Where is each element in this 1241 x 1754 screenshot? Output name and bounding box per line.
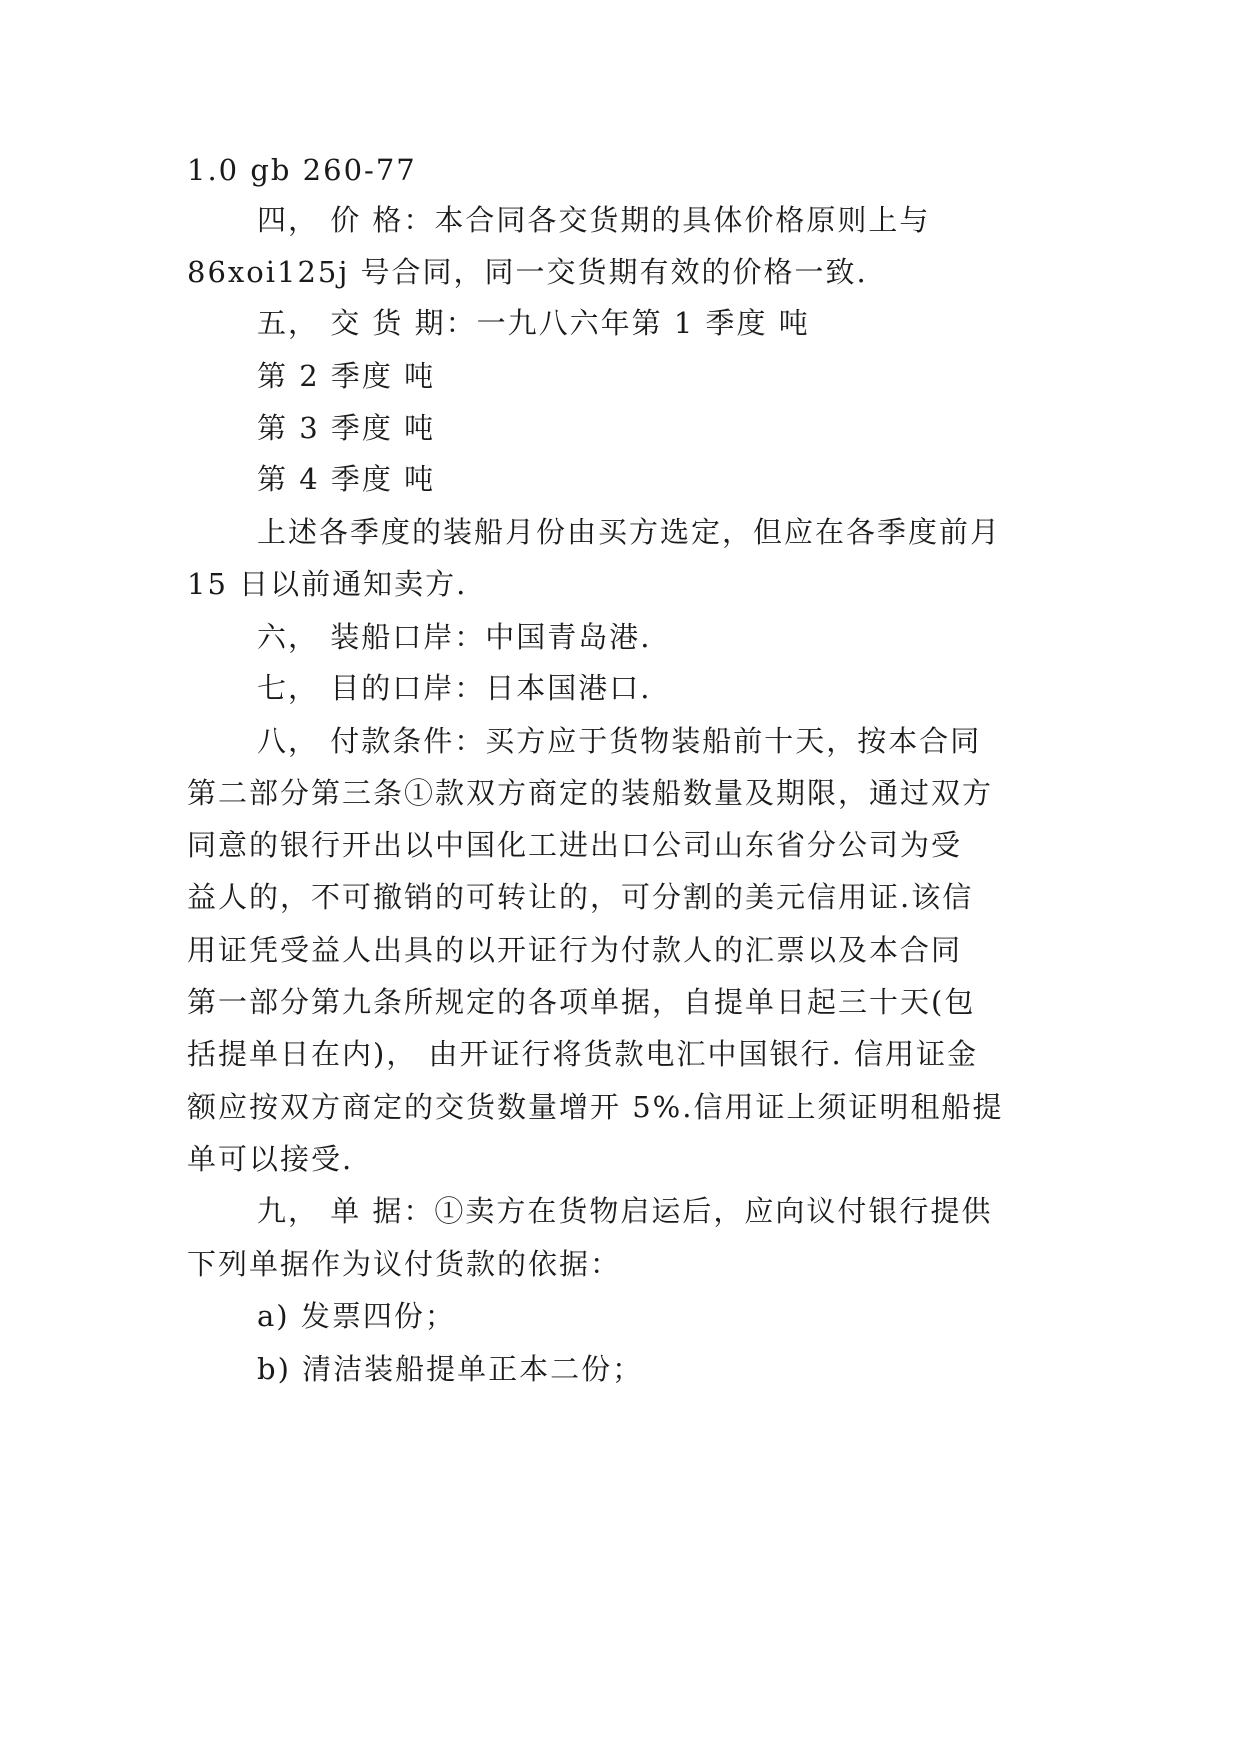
text-line: 第 4 季度 吨 (257, 462, 436, 496)
text-line: 四， 价 格：本合同各交货期的具体价格原则上与 (257, 203, 931, 237)
text-line: 七， 目的口岸：日本国港口. (257, 671, 652, 705)
text-line: 第 2 季度 吨 (257, 359, 436, 393)
text-line: 同意的银行开出以中国化工进出口公司山东省分公司为受 (187, 828, 963, 862)
text-line: 用证凭受益人出具的以开证行为付款人的汇票以及本合同 (187, 933, 963, 967)
text-line: 单可以接受. (187, 1142, 354, 1176)
text-line: a) 发票四份； (257, 1299, 456, 1333)
text-line: 六， 装船口岸：中国青岛港. (257, 620, 652, 654)
text-line: 第 3 季度 吨 (257, 411, 436, 445)
text-line: 第二部分第三条①款双方商定的装船数量及期限，通过双方 (187, 776, 994, 810)
text-line: 1.0 gb 260-77 (187, 153, 417, 187)
text-line: 86xoi125j 号合同，同一交货期有效的价格一致. (187, 255, 868, 289)
text-line: 括提单日在内)， 由开证行将货款电汇中国银行. 信用证金 (187, 1037, 978, 1071)
text-line: 九， 单 据：①卖方在货物启运后，应向议付银行提供 (257, 1194, 993, 1228)
text-line: 第一部分第九条所规定的各项单据，自提单日起三十天(包 (187, 985, 976, 1019)
text-line: 上述各季度的装船月份由买方选定，但应在各季度前月 (257, 515, 1002, 549)
text-line: 15 日以前通知卖方. (187, 567, 468, 601)
text-line: 益人的，不可撤销的可转让的，可分割的美元信用证.该信 (187, 880, 974, 914)
text-line: b) 清洁装船提单正本二份； (257, 1352, 644, 1386)
text-line: 下列单据作为议付货款的依据： (187, 1247, 622, 1281)
text-line: 八， 付款条件：买方应于货物装船前十天，按本合同 (257, 724, 982, 758)
text-line: 额应按双方商定的交货数量增开 5%.信用证上须证明租船提 (187, 1090, 1004, 1124)
text-line: 五， 交 货 期：一九八六年第 1 季度 吨 (257, 306, 810, 340)
